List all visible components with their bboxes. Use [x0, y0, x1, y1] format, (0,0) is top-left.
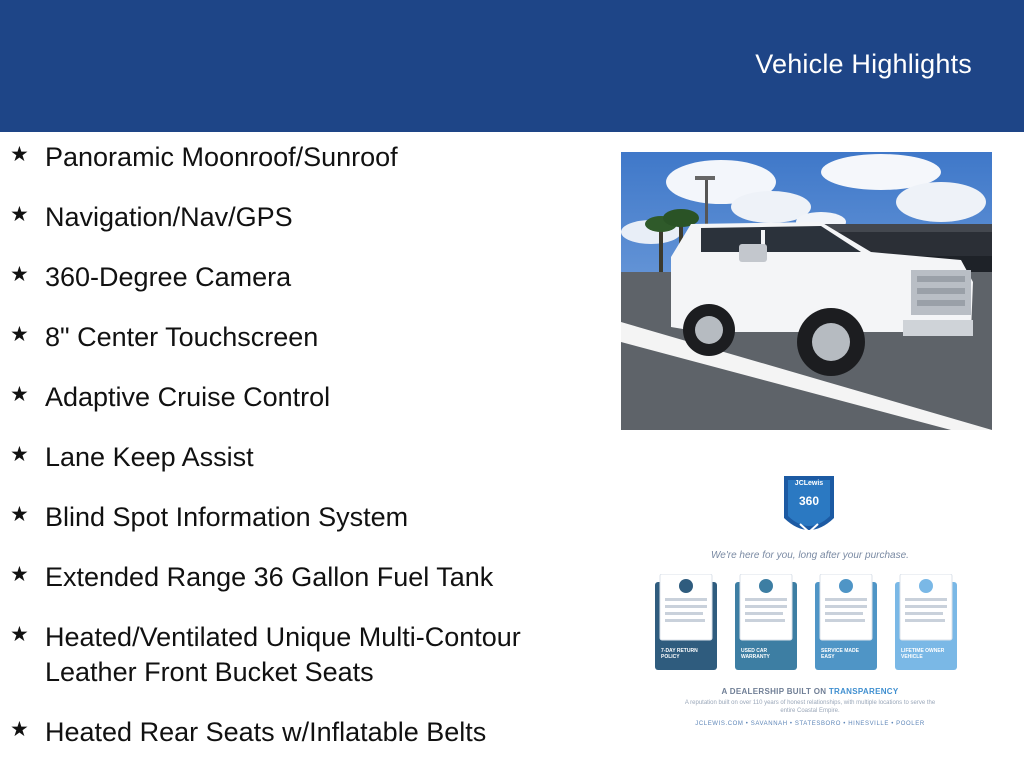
feature-item [0, 320, 590, 355]
jclewis-360-badge [780, 472, 838, 544]
star-icon: ★ [10, 503, 29, 526]
star-icon: ★ [10, 443, 29, 466]
footer-heading-highlight: TRANSPARENCY [828, 687, 899, 696]
star-icon: ★ [10, 383, 29, 406]
header-banner [0, 0, 1024, 132]
star-icon: ★ [10, 718, 29, 741]
footer-heading-prefix: A DEALERSHIP BUILT ON [721, 687, 827, 696]
vehicle-photo [621, 152, 992, 430]
star-icon: ★ [10, 623, 29, 646]
feature-label: Navigation/Nav/GPS [45, 202, 293, 232]
feature-label: Heated/Ventilated Unique Multi-Contour Leather Front Bucket Seats [45, 622, 521, 687]
flyer-footer-links: JCLEWIS.COM • SAVANNAH • STATESBORO • HINESVILLE • POOLER [695, 721, 925, 727]
badge-number: 360 [798, 494, 820, 508]
feature-label: Heated Rear Seats w/Inflatable Belts [45, 717, 487, 747]
feature-item [0, 200, 590, 235]
feature-item [0, 260, 590, 295]
feature-label: Adaptive Cruise Control [45, 382, 331, 412]
feature-item [0, 715, 590, 750]
feature-label: Lane Keep Assist [45, 442, 254, 472]
dealership-flyer [640, 470, 980, 740]
flyer-card [735, 574, 797, 670]
feature-label: 8" Center Touchscreen [45, 322, 319, 352]
flyer-tagline: We're here for you, long after your purchase. [711, 550, 909, 561]
feature-label: Extended Range 36 Gallon Fuel Tank [45, 562, 494, 592]
star-icon: ★ [10, 203, 29, 226]
feature-item [0, 560, 590, 595]
star-icon: ★ [10, 263, 29, 286]
flyer-card [655, 574, 717, 670]
card-label: SERVICE MADE EASY [821, 648, 859, 660]
flyer-footer-heading [640, 687, 980, 696]
feature-item [0, 500, 590, 535]
feature-item [0, 620, 590, 690]
feature-list [0, 140, 590, 775]
card-label: 7-DAY RETURN POLICY [661, 648, 698, 660]
star-icon: ★ [10, 143, 29, 166]
feature-label: Blind Spot Information System [45, 502, 409, 532]
feature-item [0, 440, 590, 475]
feature-item [0, 380, 590, 415]
vehicle-photo-illustration [621, 152, 992, 430]
feature-label: 360-Degree Camera [45, 262, 292, 292]
badge-brand: JCLewis [794, 480, 824, 487]
feature-label: Panoramic Moonroof/Sunroof [45, 142, 398, 172]
card-label: LIFETIME OWNER VEHICLE [901, 648, 945, 660]
flyer-card [895, 574, 957, 670]
star-icon: ★ [10, 323, 29, 346]
star-icon: ★ [10, 563, 29, 586]
flyer-card [815, 574, 877, 670]
card-label: USED CAR WARRANTY [741, 648, 770, 660]
page-title: Vehicle Highlights [755, 49, 972, 79]
flyer-footer-subtext: A reputation built on over 110 years of honest relationships, with multiple locations to serve the entire Coastal Empire. [684, 700, 936, 714]
feature-item [0, 140, 590, 175]
